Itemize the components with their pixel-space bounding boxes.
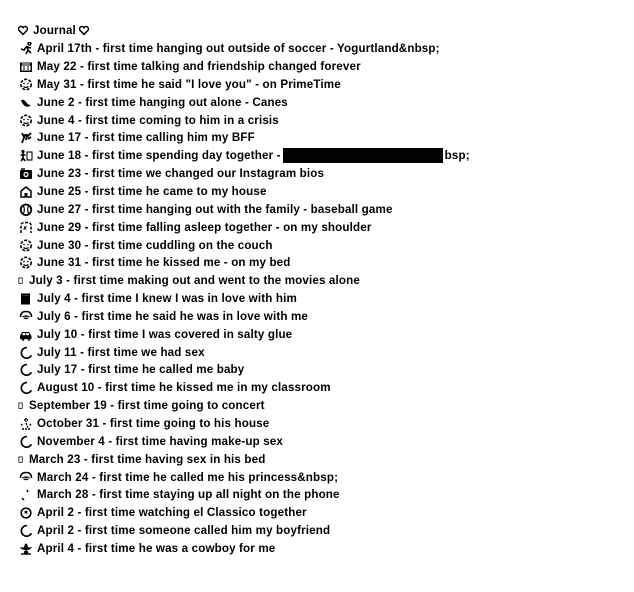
face-icon	[18, 113, 34, 127]
moon-icon	[18, 345, 34, 359]
journal-entry	[18, 76, 618, 94]
journal-entry	[18, 272, 618, 290]
entry-text: June 4 - first time coming to him in a crisis	[37, 113, 279, 127]
entry-text: June 18 - first time spending day together -	[37, 149, 281, 163]
moon-icon	[18, 363, 34, 377]
journal-entry	[18, 539, 618, 557]
face-icon	[18, 77, 34, 91]
journal-entry	[18, 183, 618, 201]
journal-entry	[18, 93, 618, 111]
entry-text: June 29 - first time falling asleep together - on my shoulder	[37, 220, 372, 234]
journal-entry	[18, 200, 618, 218]
face-icon	[18, 256, 34, 270]
entry-text: May 31 - first time he said "I love you" - on PrimeTime	[37, 77, 341, 91]
journal-entry	[18, 361, 618, 379]
journal-entry	[18, 165, 618, 183]
box-icon	[18, 452, 26, 466]
runner-icon	[18, 42, 34, 56]
entry-text: July 6 - first time he said he was in love with me	[37, 309, 309, 323]
entry-text: July 17 - first time he called me baby	[37, 363, 245, 377]
moon-icon	[18, 434, 34, 448]
entry-text: July 11 - first time we had sex	[37, 345, 205, 359]
entry-text: November 4 - first time having make-up sex	[37, 434, 283, 448]
journal-entry	[18, 218, 618, 236]
entry-text: March 24 - first time he called me his princess&nbsp;	[37, 470, 339, 484]
entry-text-tail: bsp;	[444, 149, 470, 163]
entry-text: October 31 - first time going to his house	[37, 416, 270, 430]
journal-entries	[18, 40, 618, 557]
journal-entry	[18, 129, 618, 147]
calendar-icon	[18, 60, 34, 74]
journal-entry	[18, 468, 618, 486]
journal-entry	[18, 397, 618, 415]
tick-icon	[18, 488, 34, 502]
entry-text: June 31 - first time he kissed me - on my bed	[37, 256, 291, 270]
entry-text: April 2 - first time someone called him my boyfriend	[37, 524, 331, 538]
journal-entry	[18, 486, 618, 504]
journal-entry	[18, 379, 618, 397]
journal-entry	[18, 147, 618, 165]
entry-text: June 27 - first time hanging out with the family - baseball game	[37, 202, 393, 216]
journal-entry	[18, 432, 618, 450]
entry-text: June 25 - first time he came to my house	[37, 185, 267, 199]
entry-text: March 23 - first time having sex in his bed	[29, 452, 266, 466]
face-icon	[18, 238, 34, 252]
hand-icon	[18, 131, 34, 145]
journal-document	[18, 22, 618, 557]
journal-entry	[18, 325, 618, 343]
entry-text: July 3 - first time making out and went to the movies alone	[29, 274, 360, 288]
journal-title-row	[18, 22, 618, 40]
entry-text: July 10 - first time I was covered in salty glue	[37, 327, 293, 341]
baseball-icon	[18, 202, 34, 216]
figure-box-icon	[18, 149, 34, 163]
entry-text: June 30 - first time cuddling on the couch	[37, 238, 273, 252]
entry-text: September 19 - first time going to concert	[29, 399, 265, 413]
cowboy-icon	[18, 541, 34, 555]
journal-entry	[18, 58, 618, 76]
car-icon	[18, 327, 34, 341]
entry-text: June 2 - first time hanging out alone - Canes	[37, 95, 288, 109]
entry-text: June 17 - first time calling him my BFF	[37, 131, 255, 145]
kiss-icon	[18, 309, 34, 323]
moon-icon	[18, 381, 34, 395]
soccer-ball-icon	[18, 506, 34, 520]
box-icon	[18, 399, 26, 413]
journal-entry	[18, 236, 618, 254]
entry-text: August 10 - first time he kissed me in my classroom	[37, 381, 331, 395]
entry-text: May 22 - first time talking and friendship changed forever	[37, 60, 361, 74]
journal-entry	[18, 254, 618, 272]
heart-icon	[18, 24, 28, 38]
journal-entry	[18, 450, 618, 468]
journal-entry	[18, 415, 618, 433]
journal-entry	[18, 308, 618, 326]
sleep-icon	[18, 220, 34, 234]
journal-entry	[18, 111, 618, 129]
entry-text: April 2 - first time watching el Classico together	[37, 506, 307, 520]
journal-entry	[18, 290, 618, 308]
entry-text: April 17th - first time hanging out outside of soccer - Yogurtland&nbsp;	[37, 42, 440, 56]
entry-text: June 23 - first time we changed our Instagram bios	[37, 167, 325, 181]
book-icon	[18, 292, 34, 306]
redaction-bar	[283, 148, 443, 163]
heart-icon	[79, 24, 89, 38]
entry-text: April 4 - first time he was a cowboy for me	[37, 541, 276, 555]
journal-title: Journal	[33, 24, 76, 38]
journal-entry	[18, 504, 618, 522]
house-icon	[18, 185, 34, 199]
moon-icon	[18, 524, 34, 538]
lips-icon	[18, 95, 34, 109]
camera-icon	[18, 167, 34, 181]
journal-entry	[18, 522, 618, 540]
entry-text: July 4 - first time I knew I was in love with him	[37, 292, 297, 306]
sparkle-icon	[18, 416, 34, 430]
box-icon	[18, 274, 26, 288]
kiss-icon	[18, 470, 34, 484]
journal-entry	[18, 40, 618, 58]
journal-entry	[18, 343, 618, 361]
entry-text: March 28 - first time staying up all night on the phone	[37, 488, 340, 502]
